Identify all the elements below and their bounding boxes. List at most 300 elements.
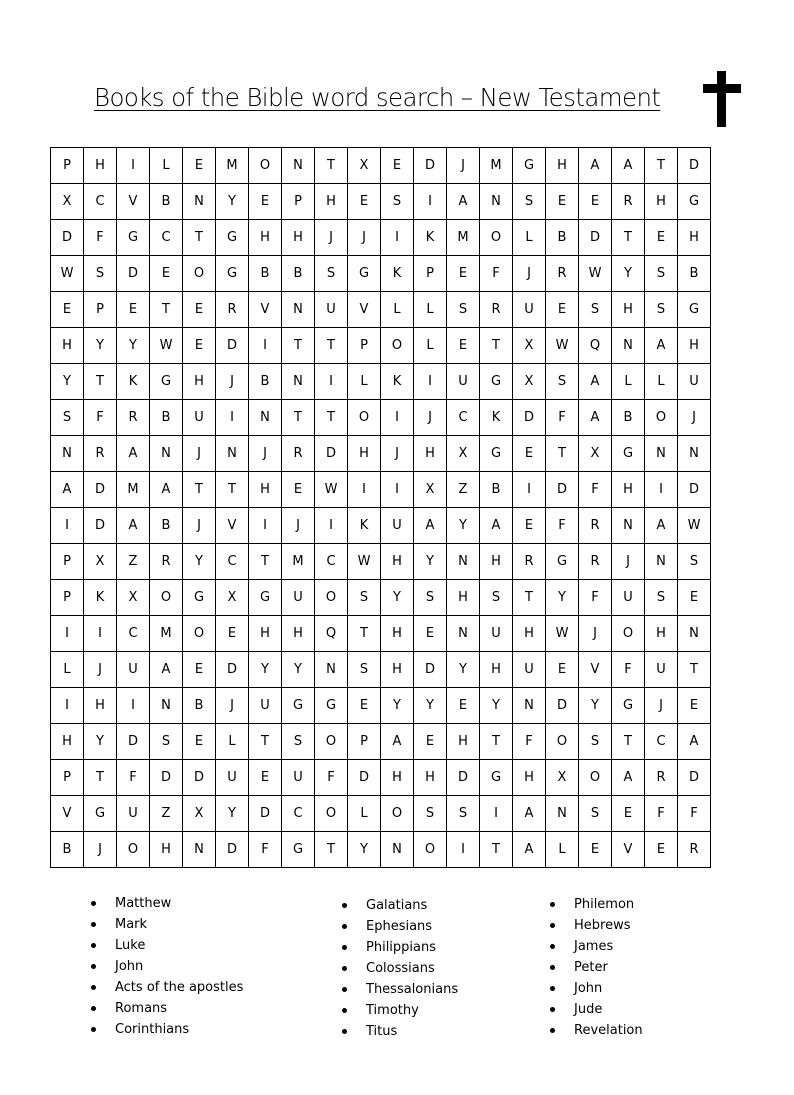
grid-cell: C <box>117 616 150 652</box>
grid-cell: N <box>546 796 579 832</box>
grid-cell: Q <box>579 328 612 364</box>
grid-cell: D <box>315 436 348 472</box>
grid-cell: G <box>150 364 183 400</box>
grid-cell: Q <box>315 616 348 652</box>
grid-row <box>51 436 711 472</box>
grid-cell: N <box>678 436 711 472</box>
grid-cell: H <box>51 724 84 760</box>
grid-cell: J <box>183 508 216 544</box>
grid-cell: O <box>348 400 381 436</box>
grid-cell: Y <box>381 688 414 724</box>
grid-cell: H <box>150 832 183 868</box>
grid-cell: M <box>216 148 249 184</box>
grid-cell: N <box>447 616 480 652</box>
grid-cell: A <box>51 472 84 508</box>
grid-cell: F <box>678 796 711 832</box>
grid-cell: G <box>348 256 381 292</box>
grid-cell: T <box>480 724 513 760</box>
grid-cell: G <box>183 580 216 616</box>
grid-cell: T <box>183 220 216 256</box>
grid-cell: B <box>282 256 315 292</box>
grid-cell: S <box>315 256 348 292</box>
grid-cell: G <box>84 796 117 832</box>
grid-cell: Y <box>51 364 84 400</box>
grid-cell: J <box>216 688 249 724</box>
word-list-item: Galatians <box>342 895 458 916</box>
grid-cell: R <box>579 508 612 544</box>
grid-cell: Y <box>183 544 216 580</box>
grid-cell: A <box>381 724 414 760</box>
grid-cell: L <box>546 832 579 868</box>
grid-cell: I <box>381 400 414 436</box>
grid-cell: R <box>579 544 612 580</box>
grid-cell: S <box>348 652 381 688</box>
grid-cell: G <box>480 436 513 472</box>
grid-cell: E <box>249 760 282 796</box>
grid-cell: C <box>84 184 117 220</box>
grid-cell: J <box>348 220 381 256</box>
grid-cell: G <box>678 184 711 220</box>
grid-cell: X <box>117 580 150 616</box>
grid-cell: S <box>645 256 678 292</box>
grid-cell: L <box>381 292 414 328</box>
grid-cell: F <box>546 508 579 544</box>
word-list-item: Hebrews <box>550 915 643 936</box>
grid-cell: X <box>51 184 84 220</box>
grid-cell: Y <box>216 184 249 220</box>
word-list-item: John <box>550 978 643 999</box>
grid-cell: K <box>84 580 117 616</box>
grid-cell: T <box>84 760 117 796</box>
grid-cell: D <box>447 760 480 796</box>
grid-cell: D <box>150 760 183 796</box>
grid-cell: V <box>579 652 612 688</box>
word-list-item: Acts of the apostles <box>91 977 243 998</box>
grid-cell: H <box>51 328 84 364</box>
grid-cell: T <box>315 328 348 364</box>
grid-row <box>51 400 711 436</box>
grid-cell: Y <box>249 652 282 688</box>
grid-cell: D <box>216 652 249 688</box>
grid-cell: P <box>51 544 84 580</box>
grid-cell: N <box>183 184 216 220</box>
grid-cell: W <box>546 328 579 364</box>
grid-cell: G <box>249 580 282 616</box>
word-list-item: Matthew <box>91 893 243 914</box>
grid-cell: P <box>51 580 84 616</box>
grid-cell: T <box>546 436 579 472</box>
grid-cell: J <box>216 364 249 400</box>
word-list-item: Philippians <box>342 937 458 958</box>
grid-row <box>51 832 711 868</box>
grid-cell: D <box>579 220 612 256</box>
grid-cell: A <box>480 508 513 544</box>
grid-cell: O <box>315 580 348 616</box>
grid-cell: F <box>546 400 579 436</box>
grid-cell: N <box>612 508 645 544</box>
grid-cell: S <box>579 796 612 832</box>
word-list-item: Mark <box>91 914 243 935</box>
grid-cell: D <box>678 472 711 508</box>
grid-cell: D <box>216 328 249 364</box>
grid-cell: X <box>183 796 216 832</box>
grid-cell: H <box>84 688 117 724</box>
grid-cell: A <box>645 508 678 544</box>
grid-cell: H <box>282 220 315 256</box>
grid-cell: E <box>183 328 216 364</box>
grid-cell: T <box>678 652 711 688</box>
grid-cell: V <box>51 796 84 832</box>
grid-cell: U <box>282 580 315 616</box>
grid-cell: W <box>678 508 711 544</box>
grid-cell: L <box>513 220 546 256</box>
grid-cell: O <box>150 580 183 616</box>
grid-cell: S <box>480 580 513 616</box>
grid-cell: H <box>546 148 579 184</box>
grid-cell: W <box>51 256 84 292</box>
grid-cell: D <box>348 760 381 796</box>
grid-cell: G <box>480 760 513 796</box>
grid-row <box>51 256 711 292</box>
grid-cell: H <box>315 184 348 220</box>
grid-cell: H <box>249 220 282 256</box>
grid-cell: M <box>117 472 150 508</box>
grid-cell: U <box>117 652 150 688</box>
grid-cell: F <box>645 796 678 832</box>
grid-cell: G <box>282 832 315 868</box>
grid-cell: B <box>150 508 183 544</box>
grid-cell: E <box>612 796 645 832</box>
grid-cell: E <box>513 436 546 472</box>
grid-cell: F <box>84 220 117 256</box>
grid-cell: G <box>612 436 645 472</box>
grid-cell: S <box>414 580 447 616</box>
word-list-column-2 <box>342 895 458 1042</box>
grid-cell: E <box>183 724 216 760</box>
grid-cell: O <box>117 832 150 868</box>
grid-cell: O <box>414 832 447 868</box>
grid-cell: O <box>645 400 678 436</box>
grid-cell: N <box>645 436 678 472</box>
grid-cell: U <box>678 364 711 400</box>
grid-cell: E <box>282 472 315 508</box>
grid-row <box>51 328 711 364</box>
grid-cell: F <box>249 832 282 868</box>
grid-cell: Y <box>546 580 579 616</box>
grid-cell: I <box>315 508 348 544</box>
grid-cell: T <box>282 328 315 364</box>
grid-cell: E <box>150 256 183 292</box>
grid-cell: E <box>249 184 282 220</box>
grid-cell: R <box>645 760 678 796</box>
grid-cell: A <box>678 724 711 760</box>
grid-cell: W <box>579 256 612 292</box>
grid-cell: J <box>381 436 414 472</box>
grid-cell: H <box>645 184 678 220</box>
word-list-item: Colossians <box>342 958 458 979</box>
grid-cell: F <box>84 400 117 436</box>
grid-cell: H <box>447 580 480 616</box>
grid-cell: A <box>579 364 612 400</box>
grid-cell: R <box>612 184 645 220</box>
grid-cell: M <box>447 220 480 256</box>
grid-cell: A <box>150 472 183 508</box>
grid-cell: U <box>513 292 546 328</box>
grid-cell: A <box>150 652 183 688</box>
grid-row <box>51 652 711 688</box>
grid-cell: S <box>150 724 183 760</box>
grid-cell: E <box>447 256 480 292</box>
grid-cell: B <box>678 256 711 292</box>
grid-row <box>51 760 711 796</box>
grid-cell: N <box>51 436 84 472</box>
grid-cell: T <box>612 724 645 760</box>
grid-cell: S <box>579 292 612 328</box>
grid-cell: B <box>546 220 579 256</box>
grid-cell: J <box>183 436 216 472</box>
grid-cell: K <box>381 256 414 292</box>
grid-row <box>51 292 711 328</box>
grid-cell: R <box>117 400 150 436</box>
grid-cell: I <box>117 148 150 184</box>
word-list-item: Jude <box>550 999 643 1020</box>
grid-cell: U <box>645 652 678 688</box>
grid-cell: F <box>612 652 645 688</box>
grid-cell: Y <box>117 328 150 364</box>
grid-cell: L <box>612 364 645 400</box>
grid-cell: F <box>315 760 348 796</box>
grid-cell: L <box>216 724 249 760</box>
grid-row <box>51 580 711 616</box>
grid-cell: X <box>348 148 381 184</box>
word-list-item: Titus <box>342 1021 458 1042</box>
grid-cell: I <box>513 472 546 508</box>
grid-cell: Y <box>414 544 447 580</box>
grid-cell: R <box>84 436 117 472</box>
word-list-item: Corinthians <box>91 1019 243 1040</box>
grid-row <box>51 724 711 760</box>
grid-cell: L <box>414 292 447 328</box>
grid-cell: S <box>447 292 480 328</box>
grid-row <box>51 220 711 256</box>
grid-cell: G <box>480 364 513 400</box>
grid-row <box>51 544 711 580</box>
grid-cell: E <box>546 292 579 328</box>
grid-cell: G <box>282 688 315 724</box>
grid-cell: E <box>348 688 381 724</box>
grid-cell: B <box>150 184 183 220</box>
grid-cell: E <box>51 292 84 328</box>
grid-row <box>51 148 711 184</box>
grid-cell: U <box>447 364 480 400</box>
grid-cell: R <box>282 436 315 472</box>
grid-cell: Y <box>381 580 414 616</box>
grid-cell: H <box>513 760 546 796</box>
grid-cell: A <box>117 508 150 544</box>
grid-cell: S <box>645 580 678 616</box>
grid-cell: B <box>480 472 513 508</box>
grid-cell: R <box>513 544 546 580</box>
grid-cell: U <box>480 616 513 652</box>
grid-cell: Y <box>282 652 315 688</box>
grid-cell: D <box>117 724 150 760</box>
grid-cell: I <box>249 328 282 364</box>
grid-cell: Z <box>150 796 183 832</box>
grid-cell: F <box>579 580 612 616</box>
grid-cell: X <box>546 760 579 796</box>
grid-cell: J <box>282 508 315 544</box>
grid-cell: Y <box>84 328 117 364</box>
grid-cell: T <box>348 616 381 652</box>
grid-cell: A <box>579 400 612 436</box>
grid-cell: G <box>513 148 546 184</box>
grid-cell: Y <box>414 688 447 724</box>
grid-cell: D <box>513 400 546 436</box>
grid-cell: H <box>381 760 414 796</box>
grid-cell: F <box>117 760 150 796</box>
grid-cell: J <box>645 688 678 724</box>
grid-cell: V <box>216 508 249 544</box>
grid-cell: R <box>216 292 249 328</box>
grid-cell: N <box>678 616 711 652</box>
grid-cell: E <box>447 328 480 364</box>
grid-cell: W <box>315 472 348 508</box>
grid-cell: N <box>282 364 315 400</box>
grid-cell: H <box>249 472 282 508</box>
grid-cell: G <box>678 292 711 328</box>
grid-cell: S <box>678 544 711 580</box>
grid-cell: M <box>150 616 183 652</box>
grid-cell: B <box>249 364 282 400</box>
grid-cell: U <box>117 796 150 832</box>
grid-cell: Y <box>447 652 480 688</box>
grid-cell: U <box>282 760 315 796</box>
grid-cell: A <box>645 328 678 364</box>
grid-cell: D <box>216 832 249 868</box>
grid-cell: D <box>546 472 579 508</box>
grid-cell: I <box>51 616 84 652</box>
grid-cell: E <box>579 832 612 868</box>
grid-cell: D <box>414 148 447 184</box>
grid-cell: H <box>447 724 480 760</box>
grid-cell: S <box>513 184 546 220</box>
grid-cell: P <box>348 328 381 364</box>
grid-cell: E <box>414 616 447 652</box>
word-list-item: Romans <box>91 998 243 1019</box>
grid-cell: V <box>117 184 150 220</box>
grid-cell: S <box>51 400 84 436</box>
grid-cell: E <box>546 184 579 220</box>
grid-cell: Y <box>579 688 612 724</box>
grid-cell: J <box>84 832 117 868</box>
grid-cell: E <box>117 292 150 328</box>
grid-cell: H <box>381 652 414 688</box>
grid-cell: T <box>645 148 678 184</box>
grid-cell: Z <box>117 544 150 580</box>
grid-cell: O <box>249 148 282 184</box>
grid-cell: T <box>282 400 315 436</box>
grid-cell: G <box>117 220 150 256</box>
grid-cell: N <box>183 832 216 868</box>
grid-cell: I <box>84 616 117 652</box>
word-list-column-3 <box>550 894 643 1041</box>
grid-cell: I <box>216 400 249 436</box>
grid-cell: E <box>414 724 447 760</box>
grid-cell: G <box>216 256 249 292</box>
grid-cell: A <box>447 184 480 220</box>
grid-cell: I <box>348 472 381 508</box>
grid-cell: N <box>612 328 645 364</box>
grid-cell: E <box>348 184 381 220</box>
grid-cell: K <box>381 364 414 400</box>
grid-row <box>51 508 711 544</box>
grid-cell: Y <box>612 256 645 292</box>
grid-cell: I <box>414 364 447 400</box>
grid-cell: U <box>612 580 645 616</box>
grid-cell: R <box>480 292 513 328</box>
grid-cell: E <box>678 580 711 616</box>
grid-cell: J <box>513 256 546 292</box>
grid-cell: X <box>447 436 480 472</box>
grid-cell: O <box>480 220 513 256</box>
grid-cell: T <box>480 328 513 364</box>
grid-cell: H <box>282 616 315 652</box>
grid-cell: E <box>183 148 216 184</box>
grid-cell: L <box>348 364 381 400</box>
grid-cell: E <box>513 508 546 544</box>
grid-cell: A <box>414 508 447 544</box>
grid-cell: C <box>216 544 249 580</box>
grid-cell: E <box>447 688 480 724</box>
grid-cell: K <box>348 508 381 544</box>
grid-cell: H <box>645 616 678 652</box>
grid-cell: A <box>513 796 546 832</box>
grid-cell: N <box>447 544 480 580</box>
grid-cell: T <box>150 292 183 328</box>
grid-cell: A <box>612 760 645 796</box>
grid-cell: D <box>678 760 711 796</box>
grid-cell: W <box>150 328 183 364</box>
grid-cell: E <box>645 220 678 256</box>
grid-cell: T <box>216 472 249 508</box>
grid-cell: Y <box>348 832 381 868</box>
word-list-item: Peter <box>550 957 643 978</box>
grid-cell: D <box>414 652 447 688</box>
grid-cell: J <box>414 400 447 436</box>
grid-cell: H <box>348 436 381 472</box>
grid-cell: C <box>447 400 480 436</box>
grid-cell: H <box>381 544 414 580</box>
word-list-item: Luke <box>91 935 243 956</box>
grid-cell: W <box>546 616 579 652</box>
word-list-column-1 <box>91 893 243 1040</box>
grid-cell: S <box>84 256 117 292</box>
grid-cell: N <box>216 436 249 472</box>
grid-cell: J <box>579 616 612 652</box>
grid-cell: O <box>546 724 579 760</box>
grid-cell: E <box>546 652 579 688</box>
grid-cell: D <box>84 472 117 508</box>
grid-cell: S <box>282 724 315 760</box>
grid-cell: A <box>117 436 150 472</box>
grid-cell: T <box>183 472 216 508</box>
grid-cell: S <box>381 184 414 220</box>
grid-cell: E <box>183 292 216 328</box>
grid-cell: O <box>183 616 216 652</box>
grid-cell: T <box>315 148 348 184</box>
grid-cell: N <box>282 292 315 328</box>
grid-cell: R <box>150 544 183 580</box>
